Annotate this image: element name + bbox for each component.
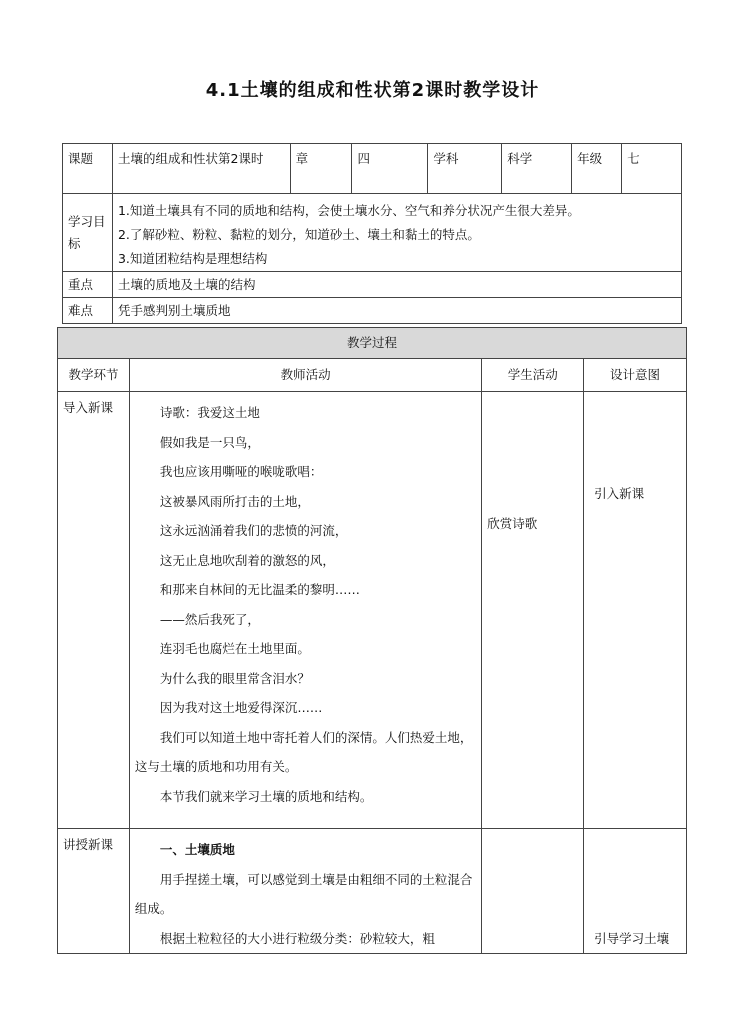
column-header-student: 学生活动 [482, 359, 584, 392]
design-intent-cell: 引导学习土壤 [584, 829, 687, 954]
poem-line: ——然后我死了， [159, 611, 260, 627]
key-value: 土壤的质地及土壤的结构 [112, 272, 681, 298]
goal-item: 2.了解砂粒、粉粒、黏粒的划分，知道砂土、壤土和黏土的特点。 [117, 227, 480, 242]
poem-line: 假如我是一只鸟， [159, 434, 260, 450]
paragraph: 本节我们就来学习土壤的质地和结构。 [159, 788, 373, 804]
goal-item: 1.知道土壤具有不同的质地和结构，会使土壤水分、空气和养分状况产生很大差异。 [117, 203, 580, 218]
goals-label: 学习目标 [63, 194, 113, 272]
poem-line: 因为我对这土地爱得深沉…… [159, 700, 323, 715]
grade-value: 七 [622, 144, 682, 194]
chapter-value: 四 [352, 144, 428, 194]
grade-label: 年级 [572, 144, 622, 194]
poem-line: 我也应该用嘶哑的喉咙歌唱： [159, 464, 323, 479]
poem-line: 诗歌：我爱这土地 [159, 405, 260, 420]
document-title: 4.1土壤的组成和性状第2课时教学设计 [205, 80, 540, 101]
lesson-info-table [62, 143, 682, 324]
column-header-stage: 教学环节 [58, 359, 130, 392]
topic-label: 课题 [63, 144, 113, 194]
teacher-activity-cell [129, 392, 481, 829]
process-header: 教学过程 [58, 328, 687, 359]
teaching-process-table [57, 327, 687, 954]
poem-line: 这永远汹涌着我们的悲愤的河流， [159, 523, 348, 538]
goal-item: 3.知道团粒结构是理想结构 [117, 251, 268, 266]
subject-label: 学科 [428, 144, 502, 194]
table-row [58, 392, 687, 829]
table-row [58, 829, 687, 954]
column-header-intent: 设计意图 [584, 359, 687, 392]
column-header-teacher: 教师活动 [129, 359, 481, 392]
design-intent-cell: 引入新课 [584, 392, 687, 829]
student-activity-cell [482, 829, 584, 954]
chapter-label: 章 [290, 144, 352, 194]
goals-list [112, 194, 681, 272]
section-heading: 一、土壤质地 [159, 842, 235, 857]
key-label: 重点 [63, 272, 113, 298]
difficulty-value: 凭手感判别土壤质地 [112, 298, 681, 324]
topic-value: 土壤的组成和性状第2课时 [112, 144, 290, 194]
stage-cell: 导入新课 [58, 392, 130, 829]
poem-line: 为什么我的眼里常含泪水？ [159, 670, 310, 686]
stage-cell: 讲授新课 [58, 829, 130, 954]
student-activity-cell: 欣赏诗歌 [482, 392, 584, 829]
teacher-activity-cell [129, 829, 481, 954]
paragraph: 根据土粒粒径的大小进行粒级分类：砂粒较大，粗 [159, 930, 435, 946]
poem-line: 连羽毛也腐烂在土地里面。 [159, 641, 310, 656]
subject-value: 科学 [502, 144, 572, 194]
paragraph: 我们可以知道土地中寄托着人们的深情。人们热爱土地，这与土壤的质地和功用有关。 [134, 729, 473, 774]
poem-line: 这无止息地吹刮着的激怒的风， [159, 552, 335, 568]
poem-line: 和那来自林间的无比温柔的黎明…… [159, 582, 360, 597]
poem-line: 这被暴风雨所打击的土地， [159, 493, 310, 509]
difficulty-label: 难点 [63, 298, 113, 324]
paragraph: 用手捏搓土壤，可以感觉到土壤是由粗细不同的土粒混合组成。 [134, 871, 473, 916]
